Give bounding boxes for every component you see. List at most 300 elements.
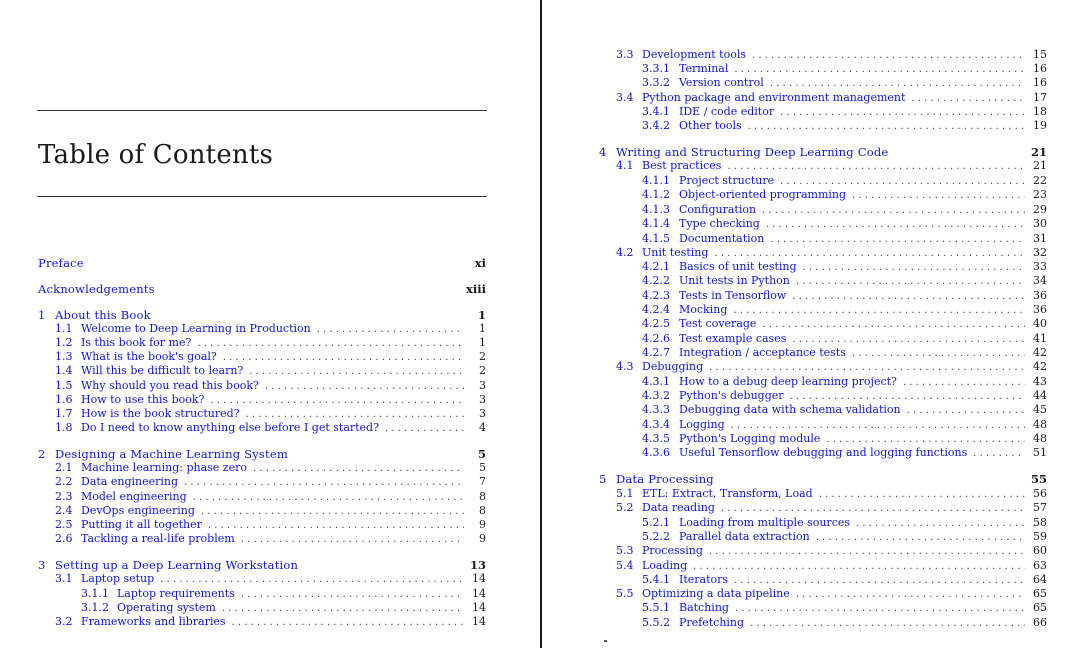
toc-entry[interactable] <box>616 246 1047 260</box>
toc-entry-number: 4.3.4 <box>642 418 670 431</box>
toc-entry-number: 1.4 <box>55 364 73 377</box>
toc-entry[interactable] <box>642 76 1047 90</box>
toc-entry-label: What is the book's goal? <box>81 350 217 363</box>
toc-entry-page: 55 <box>1030 472 1047 486</box>
toc-entry[interactable] <box>616 544 1047 558</box>
toc-entry[interactable] <box>616 48 1047 62</box>
toc-entry-number: 2.1 <box>55 461 73 474</box>
page-title: Table of Contents <box>38 140 274 170</box>
toc-entry-page: 14 <box>472 572 486 585</box>
toc-entry-page: 9 <box>479 532 486 545</box>
toc-entry-label: Logging <box>679 418 725 431</box>
dot-leader <box>852 347 1025 361</box>
toc-entry-number: 4.3.6 <box>642 446 670 459</box>
dot-leader <box>856 517 1025 531</box>
toc-entry[interactable] <box>38 558 486 572</box>
toc-entry-label: Optimizing a data pipeline <box>642 587 790 600</box>
toc-entry-label: Operating system <box>117 601 216 614</box>
toc-entry-page: 2 <box>479 350 486 363</box>
toc-entry-page: 16 <box>1033 62 1047 75</box>
toc-entry-label: Object-oriented programming <box>679 188 847 201</box>
toc-entry-number: 5.4.1 <box>642 573 670 586</box>
toc-entry-page: 16 <box>1033 76 1047 89</box>
toc-entry-label: Data Processing <box>616 472 714 486</box>
toc-entry[interactable] <box>642 232 1047 246</box>
toc-entry-page: 14 <box>472 615 486 628</box>
toc-entry-page: 36 <box>1033 303 1047 316</box>
toc-entry-page: 41 <box>1033 332 1047 345</box>
page-mark <box>604 640 607 642</box>
toc-entry[interactable] <box>616 559 1047 573</box>
toc-entry-label: Loading <box>642 559 688 572</box>
toc-entry-label: Data engineering <box>81 475 179 488</box>
toc-entry-page: 5 <box>479 461 486 474</box>
toc-entry[interactable] <box>642 317 1047 331</box>
toc-entry-number: 5.5 <box>616 587 634 600</box>
toc-entry-page: 14 <box>472 587 486 600</box>
toc-entry-label: Unit testing <box>642 246 709 259</box>
dot-leader <box>222 602 464 616</box>
toc-entry-label: Machine learning: phase zero <box>81 461 247 474</box>
dot-leader <box>265 380 464 394</box>
dot-leader <box>911 92 1025 106</box>
toc-entry[interactable] <box>642 105 1047 119</box>
toc-entry-label: Version control <box>679 76 764 89</box>
toc-entry-number: 4.2.6 <box>642 332 670 345</box>
toc-entry-page: 22 <box>1033 174 1047 187</box>
toc-entry-number: 4.3 <box>616 360 634 373</box>
toc-entry[interactable] <box>642 303 1047 317</box>
dot-leader <box>731 419 1025 433</box>
toc-entry-number: 4.2 <box>616 246 634 259</box>
toc-entry-number: 5.3 <box>616 544 634 557</box>
toc-entry[interactable] <box>55 475 486 489</box>
toc-entry[interactable] <box>642 403 1047 417</box>
toc-entry-label: Designing a Machine Learning System <box>55 447 288 461</box>
toc-entry-number: 1.2 <box>55 336 73 349</box>
dot-leader <box>210 394 464 408</box>
toc-entry-page: 59 <box>1033 530 1047 543</box>
toc-entry[interactable] <box>642 389 1047 403</box>
toc-entry[interactable] <box>38 447 486 461</box>
toc-entry-page: 18 <box>1033 105 1047 118</box>
dot-leader <box>762 318 1025 332</box>
toc-entry-label: Iterators <box>679 573 729 586</box>
toc-entry-page: xi <box>474 256 486 270</box>
toc-entry[interactable] <box>81 587 486 601</box>
toc-entry[interactable] <box>642 530 1047 544</box>
toc-entry-label: Prefetching <box>679 616 745 629</box>
toc-entry-number: 5.1 <box>616 487 634 500</box>
toc-entry-number: 2.2 <box>55 475 73 488</box>
toc-entry-page: 1 <box>479 336 486 349</box>
toc-entry-number: 5.4 <box>616 559 634 572</box>
toc-entry-label: Welcome to Deep Learning in Production <box>81 322 311 335</box>
toc-entry-label: How to use this book? <box>81 393 205 406</box>
toc-entry-label: Configuration <box>679 203 757 216</box>
toc-entry-label: Data reading <box>642 501 715 514</box>
toc-entry[interactable] <box>642 203 1047 217</box>
toc-entry-page: 63 <box>1033 559 1047 572</box>
toc-entry-page: 15 <box>1033 48 1047 61</box>
toc-entry-label: ETL: Extract, Transform, Load <box>642 487 813 500</box>
toc-entry-page: 29 <box>1033 203 1047 216</box>
toc-entry[interactable] <box>55 393 486 407</box>
toc-entry-label: Test coverage <box>679 317 757 330</box>
toc-entry-page: 48 <box>1033 432 1047 445</box>
toc-entry[interactable] <box>55 421 486 435</box>
toc-entry-page: 57 <box>1033 501 1047 514</box>
toc-entry-number: 3.3.2 <box>642 76 670 89</box>
toc-entry-number: 3.3.1 <box>642 62 670 75</box>
toc-entry-label: Python's Logging module <box>679 432 821 445</box>
toc-entry-label: Laptop requirements <box>117 587 235 600</box>
toc-entry[interactable] <box>55 504 486 518</box>
toc-entry-number: 4.3.5 <box>642 432 670 445</box>
toc-entry-page: 43 <box>1033 375 1047 388</box>
dot-leader <box>748 120 1025 134</box>
toc-entry[interactable] <box>616 587 1047 601</box>
dot-leader <box>241 533 464 547</box>
toc-entry-number: 2 <box>38 447 46 461</box>
toc-entry-number: 3.4 <box>616 91 634 104</box>
toc-entry[interactable] <box>616 91 1047 105</box>
toc-entry[interactable] <box>642 332 1047 346</box>
toc-entry[interactable] <box>55 379 486 393</box>
toc-entry-page: 17 <box>1033 91 1047 104</box>
toc-entry-number: 1.6 <box>55 393 73 406</box>
toc-entry-label: Acknowledgements <box>38 282 155 296</box>
toc-entry-label: Why should you read this book? <box>81 379 259 392</box>
dot-leader <box>826 433 1025 447</box>
toc-entry[interactable] <box>616 159 1047 173</box>
toc-entry-page: 7 <box>479 475 486 488</box>
toc-entry-number: 5.2.2 <box>642 530 670 543</box>
toc-entry-label: How to a debug deep learning project? <box>679 375 897 388</box>
dot-leader <box>193 491 464 505</box>
dot-leader <box>735 602 1025 616</box>
toc-entry-number: 3.1.2 <box>81 601 109 614</box>
toc-entry-label: Integration / acceptance tests <box>679 346 846 359</box>
dot-leader <box>780 106 1025 120</box>
toc-entry-number: 4.2.7 <box>642 346 670 359</box>
toc-entry-number: 4.1 <box>616 159 634 172</box>
toc-entry-page: 13 <box>469 558 486 572</box>
toc-entry-page: 21 <box>1030 145 1047 159</box>
dot-leader <box>197 337 464 351</box>
toc-entry-number: 1.1 <box>55 322 73 335</box>
toc-entry-page: 1 <box>477 308 486 322</box>
toc-entry[interactable] <box>616 501 1047 515</box>
dot-leader <box>709 545 1025 559</box>
dot-leader <box>317 323 464 337</box>
toc-entry-label: Processing <box>642 544 703 557</box>
toc-entry-page: 23 <box>1033 188 1047 201</box>
toc-entry-page: 64 <box>1033 573 1047 586</box>
toc-entry-number: 2.3 <box>55 490 73 503</box>
toc-entry-number: 1.7 <box>55 407 73 420</box>
toc-entry-page: 42 <box>1033 346 1047 359</box>
toc-entry-number: 4.3.1 <box>642 375 670 388</box>
toc-entry-label: Do I need to know anything else before I get started? <box>81 421 379 434</box>
toc-entry[interactable] <box>642 346 1047 360</box>
toc-entry-page: 48 <box>1033 418 1047 431</box>
toc-entry-page: 1 <box>479 322 486 335</box>
toc-entry-number: 4.2.5 <box>642 317 670 330</box>
dot-leader <box>184 476 464 490</box>
toc-entry[interactable] <box>38 282 486 296</box>
toc-entry-page: 56 <box>1033 487 1047 500</box>
dot-leader <box>903 376 1025 390</box>
dot-leader <box>160 573 464 587</box>
toc-entry[interactable] <box>55 615 486 629</box>
toc-entry-label: Batching <box>679 601 729 614</box>
toc-entry-page: 60 <box>1033 544 1047 557</box>
toc-entry[interactable] <box>55 572 486 586</box>
toc-entry-label: DevOps engineering <box>81 504 195 517</box>
toc-entry[interactable] <box>642 432 1047 446</box>
toc-entry-page: 65 <box>1033 601 1047 614</box>
dot-leader <box>819 488 1025 502</box>
dot-leader <box>709 361 1025 375</box>
dot-leader <box>241 588 464 602</box>
toc-entry-number: 4.3.3 <box>642 403 670 416</box>
toc-entry-label: Setting up a Deep Learning Workstation <box>55 558 299 572</box>
toc-entry-page: 8 <box>479 504 486 517</box>
toc-entry-page: 3 <box>479 393 486 406</box>
toc-entry[interactable] <box>599 472 1047 486</box>
toc-entry-number: 1.8 <box>55 421 73 434</box>
dot-leader <box>734 574 1025 588</box>
toc-entry-page: 4 <box>479 421 486 434</box>
toc-entry-label: Best practices <box>642 159 722 172</box>
toc-entry-number: 5.2 <box>616 501 634 514</box>
toc-entry-label: Writing and Structuring Deep Learning Code <box>616 145 889 159</box>
toc-entry[interactable] <box>642 119 1047 133</box>
toc-entry[interactable] <box>642 174 1047 188</box>
toc-entry-page: 40 <box>1033 317 1047 330</box>
toc-entry[interactable] <box>55 322 486 336</box>
toc-entry[interactable] <box>55 350 486 364</box>
toc-entry-page: 14 <box>472 601 486 614</box>
toc-entry-number: 5.5.1 <box>642 601 670 614</box>
dot-leader <box>907 404 1025 418</box>
dot-leader <box>385 422 464 436</box>
dot-leader <box>232 616 465 630</box>
toc-entry-page: 2 <box>479 364 486 377</box>
toc-entry-number: 3.2 <box>55 615 73 628</box>
toc-entry[interactable] <box>55 532 486 546</box>
toc-entry-number: 3.1 <box>55 572 73 585</box>
dot-leader <box>734 63 1025 77</box>
toc-entry[interactable] <box>55 490 486 504</box>
toc-entry-page: 3 <box>479 379 486 392</box>
toc-entry-number: 4.1.1 <box>642 174 670 187</box>
toc-entry-page: 34 <box>1033 274 1047 287</box>
toc-entry-label: Parallel data extraction <box>679 530 810 543</box>
toc-entry-label: Debugging <box>642 360 704 373</box>
toc-entry-page: 31 <box>1033 232 1047 245</box>
toc-entry-page: 9 <box>479 518 486 531</box>
toc-entry-number: 4.1.4 <box>642 217 670 230</box>
dot-leader <box>201 505 464 519</box>
toc-entry[interactable] <box>81 601 486 615</box>
toc-entry-label: Frameworks and libraries <box>81 615 226 628</box>
toc-entry[interactable] <box>616 487 1047 501</box>
dot-leader <box>803 261 1025 275</box>
toc-entry[interactable] <box>642 62 1047 76</box>
toc-entry-label: Python's debugger <box>679 389 784 402</box>
toc-entry-label: Basics of unit testing <box>679 260 797 273</box>
dot-leader <box>249 365 464 379</box>
toc-entry-number: 4.2.3 <box>642 289 670 302</box>
toc-entry-number: 2.6 <box>55 532 73 545</box>
toc-entry-number: 5.2.1 <box>642 516 670 529</box>
dot-leader <box>770 233 1025 247</box>
toc-entry-number: 5 <box>599 472 607 486</box>
toc-entry[interactable] <box>55 518 486 532</box>
toc-entry-number: 1 <box>38 308 46 322</box>
dot-leader <box>766 218 1025 232</box>
toc-entry-number: 4.1.5 <box>642 232 670 245</box>
dot-leader <box>792 290 1025 304</box>
toc-entry-number: 3.3 <box>616 48 634 61</box>
toc-entry[interactable] <box>55 407 486 421</box>
toc-entry[interactable] <box>642 274 1047 288</box>
toc-entry-page: 58 <box>1033 516 1047 529</box>
toc-entry-label: Project structure <box>679 174 775 187</box>
toc-entry-page: 21 <box>1033 159 1047 172</box>
dot-leader <box>780 175 1025 189</box>
toc-entry[interactable] <box>642 418 1047 432</box>
toc-entry-label: Useful Tensorflow debugging and logging functions <box>679 446 968 459</box>
toc-entry-number: 2.5 <box>55 518 73 531</box>
toc-entry-page: 45 <box>1033 403 1047 416</box>
dot-leader <box>796 588 1025 602</box>
dot-leader <box>253 462 464 476</box>
dot-leader <box>816 531 1025 545</box>
toc-entry[interactable] <box>642 573 1047 587</box>
toc-entry-page: 33 <box>1033 260 1047 273</box>
toc-entry-number: 2.4 <box>55 504 73 517</box>
toc-entry-number: 3 <box>38 558 46 572</box>
toc-entry[interactable] <box>38 308 486 322</box>
dot-leader <box>721 502 1025 516</box>
toc-entry-page: 51 <box>1033 446 1047 459</box>
toc-entry-label: IDE / code editor <box>679 105 775 118</box>
toc-entry-label: Unit tests in Python <box>679 274 790 287</box>
toc-entry-label: Laptop setup <box>81 572 155 585</box>
toc-entry-page: 3 <box>479 407 486 420</box>
toc-entry-number: 4.1.2 <box>642 188 670 201</box>
toc-entry-number: 4.1.3 <box>642 203 670 216</box>
toc-entry-number: 3.4.1 <box>642 105 670 118</box>
toc-entry-number: 4.2.1 <box>642 260 670 273</box>
dot-leader <box>852 189 1025 203</box>
toc-entry-label: Python package and environment management <box>642 91 906 104</box>
toc-entry-page: 32 <box>1033 246 1047 259</box>
toc-entry[interactable] <box>38 256 486 270</box>
toc-entry-label: Terminal <box>679 62 729 75</box>
toc-entry[interactable] <box>642 375 1047 389</box>
dot-leader <box>208 519 464 533</box>
toc-entry-label: How is the book structured? <box>81 407 240 420</box>
toc-entry-number: 3.4.2 <box>642 119 670 132</box>
toc-entry[interactable] <box>642 516 1047 530</box>
toc-entry-page: 5 <box>477 447 486 461</box>
toc-entry-label: Other tools <box>679 119 742 132</box>
dot-leader <box>223 351 464 365</box>
toc-entry-page: 66 <box>1033 616 1047 629</box>
toc-entry-label: Is this book for me? <box>81 336 192 349</box>
toc-entry[interactable] <box>55 336 486 350</box>
toc-entry[interactable] <box>599 145 1047 159</box>
toc-entry[interactable] <box>642 217 1047 231</box>
toc-entry-number: 1.3 <box>55 350 73 363</box>
toc-entry-label: Test example cases <box>679 332 787 345</box>
dot-leader <box>693 560 1025 574</box>
dot-leader <box>733 304 1025 318</box>
toc-entry-label: Documentation <box>679 232 765 245</box>
toc-entry-page: 42 <box>1033 360 1047 373</box>
dot-leader <box>714 247 1025 261</box>
toc-entry-page: 36 <box>1033 289 1047 302</box>
toc-entry-number: 4.2.4 <box>642 303 670 316</box>
toc-entry[interactable] <box>642 601 1047 615</box>
toc-entry-label: About this Book <box>55 308 151 322</box>
toc-entry[interactable] <box>55 364 486 378</box>
toc-entry[interactable] <box>55 461 486 475</box>
toc-entry-label: Debugging data with schema validation <box>679 403 901 416</box>
toc-entry-page: 44 <box>1033 389 1047 402</box>
toc-entry-page: 19 <box>1033 119 1047 132</box>
toc-entry[interactable] <box>642 260 1047 274</box>
dot-leader <box>973 447 1025 461</box>
toc-entry-label: Tests in Tensorflow <box>679 289 787 302</box>
toc-entry-page: 65 <box>1033 587 1047 600</box>
dot-leader <box>727 160 1025 174</box>
dot-leader <box>770 77 1025 91</box>
toc-entry-number: 4 <box>599 145 607 159</box>
toc-entry-page: xiii <box>466 282 486 296</box>
toc-entry[interactable] <box>642 289 1047 303</box>
toc-entry[interactable] <box>642 188 1047 202</box>
toc-entry-number: 4.2.2 <box>642 274 670 287</box>
toc-entry-page: 8 <box>479 490 486 503</box>
toc-entry-label: Model engineering <box>81 490 187 503</box>
toc-entry-label: Preface <box>38 256 84 270</box>
dot-leader <box>790 390 1025 404</box>
dot-leader <box>762 204 1025 218</box>
toc-entry-label: Putting it all together <box>81 518 202 531</box>
toc-entry-label: Type checking <box>679 217 760 230</box>
toc-entry-label: Mocking <box>679 303 728 316</box>
toc-entry-label: Loading from multiple sources <box>679 516 851 529</box>
toc-entry-number: 1.5 <box>55 379 73 392</box>
dot-leader <box>750 617 1025 631</box>
toc-entry-number: 3.1.1 <box>81 587 109 600</box>
toc-entry-page: 30 <box>1033 217 1047 230</box>
dot-leader <box>246 408 464 422</box>
toc-entry[interactable] <box>642 446 1047 460</box>
dot-leader <box>752 49 1025 63</box>
toc-entry-label: Will this be difficult to learn? <box>81 364 244 377</box>
toc-entry[interactable] <box>616 360 1047 374</box>
toc-entry-label: Development tools <box>642 48 747 61</box>
dot-leader <box>796 275 1025 289</box>
toc-entry-label: Tackling a real-life problem <box>81 532 235 545</box>
toc-entry[interactable] <box>642 616 1047 630</box>
